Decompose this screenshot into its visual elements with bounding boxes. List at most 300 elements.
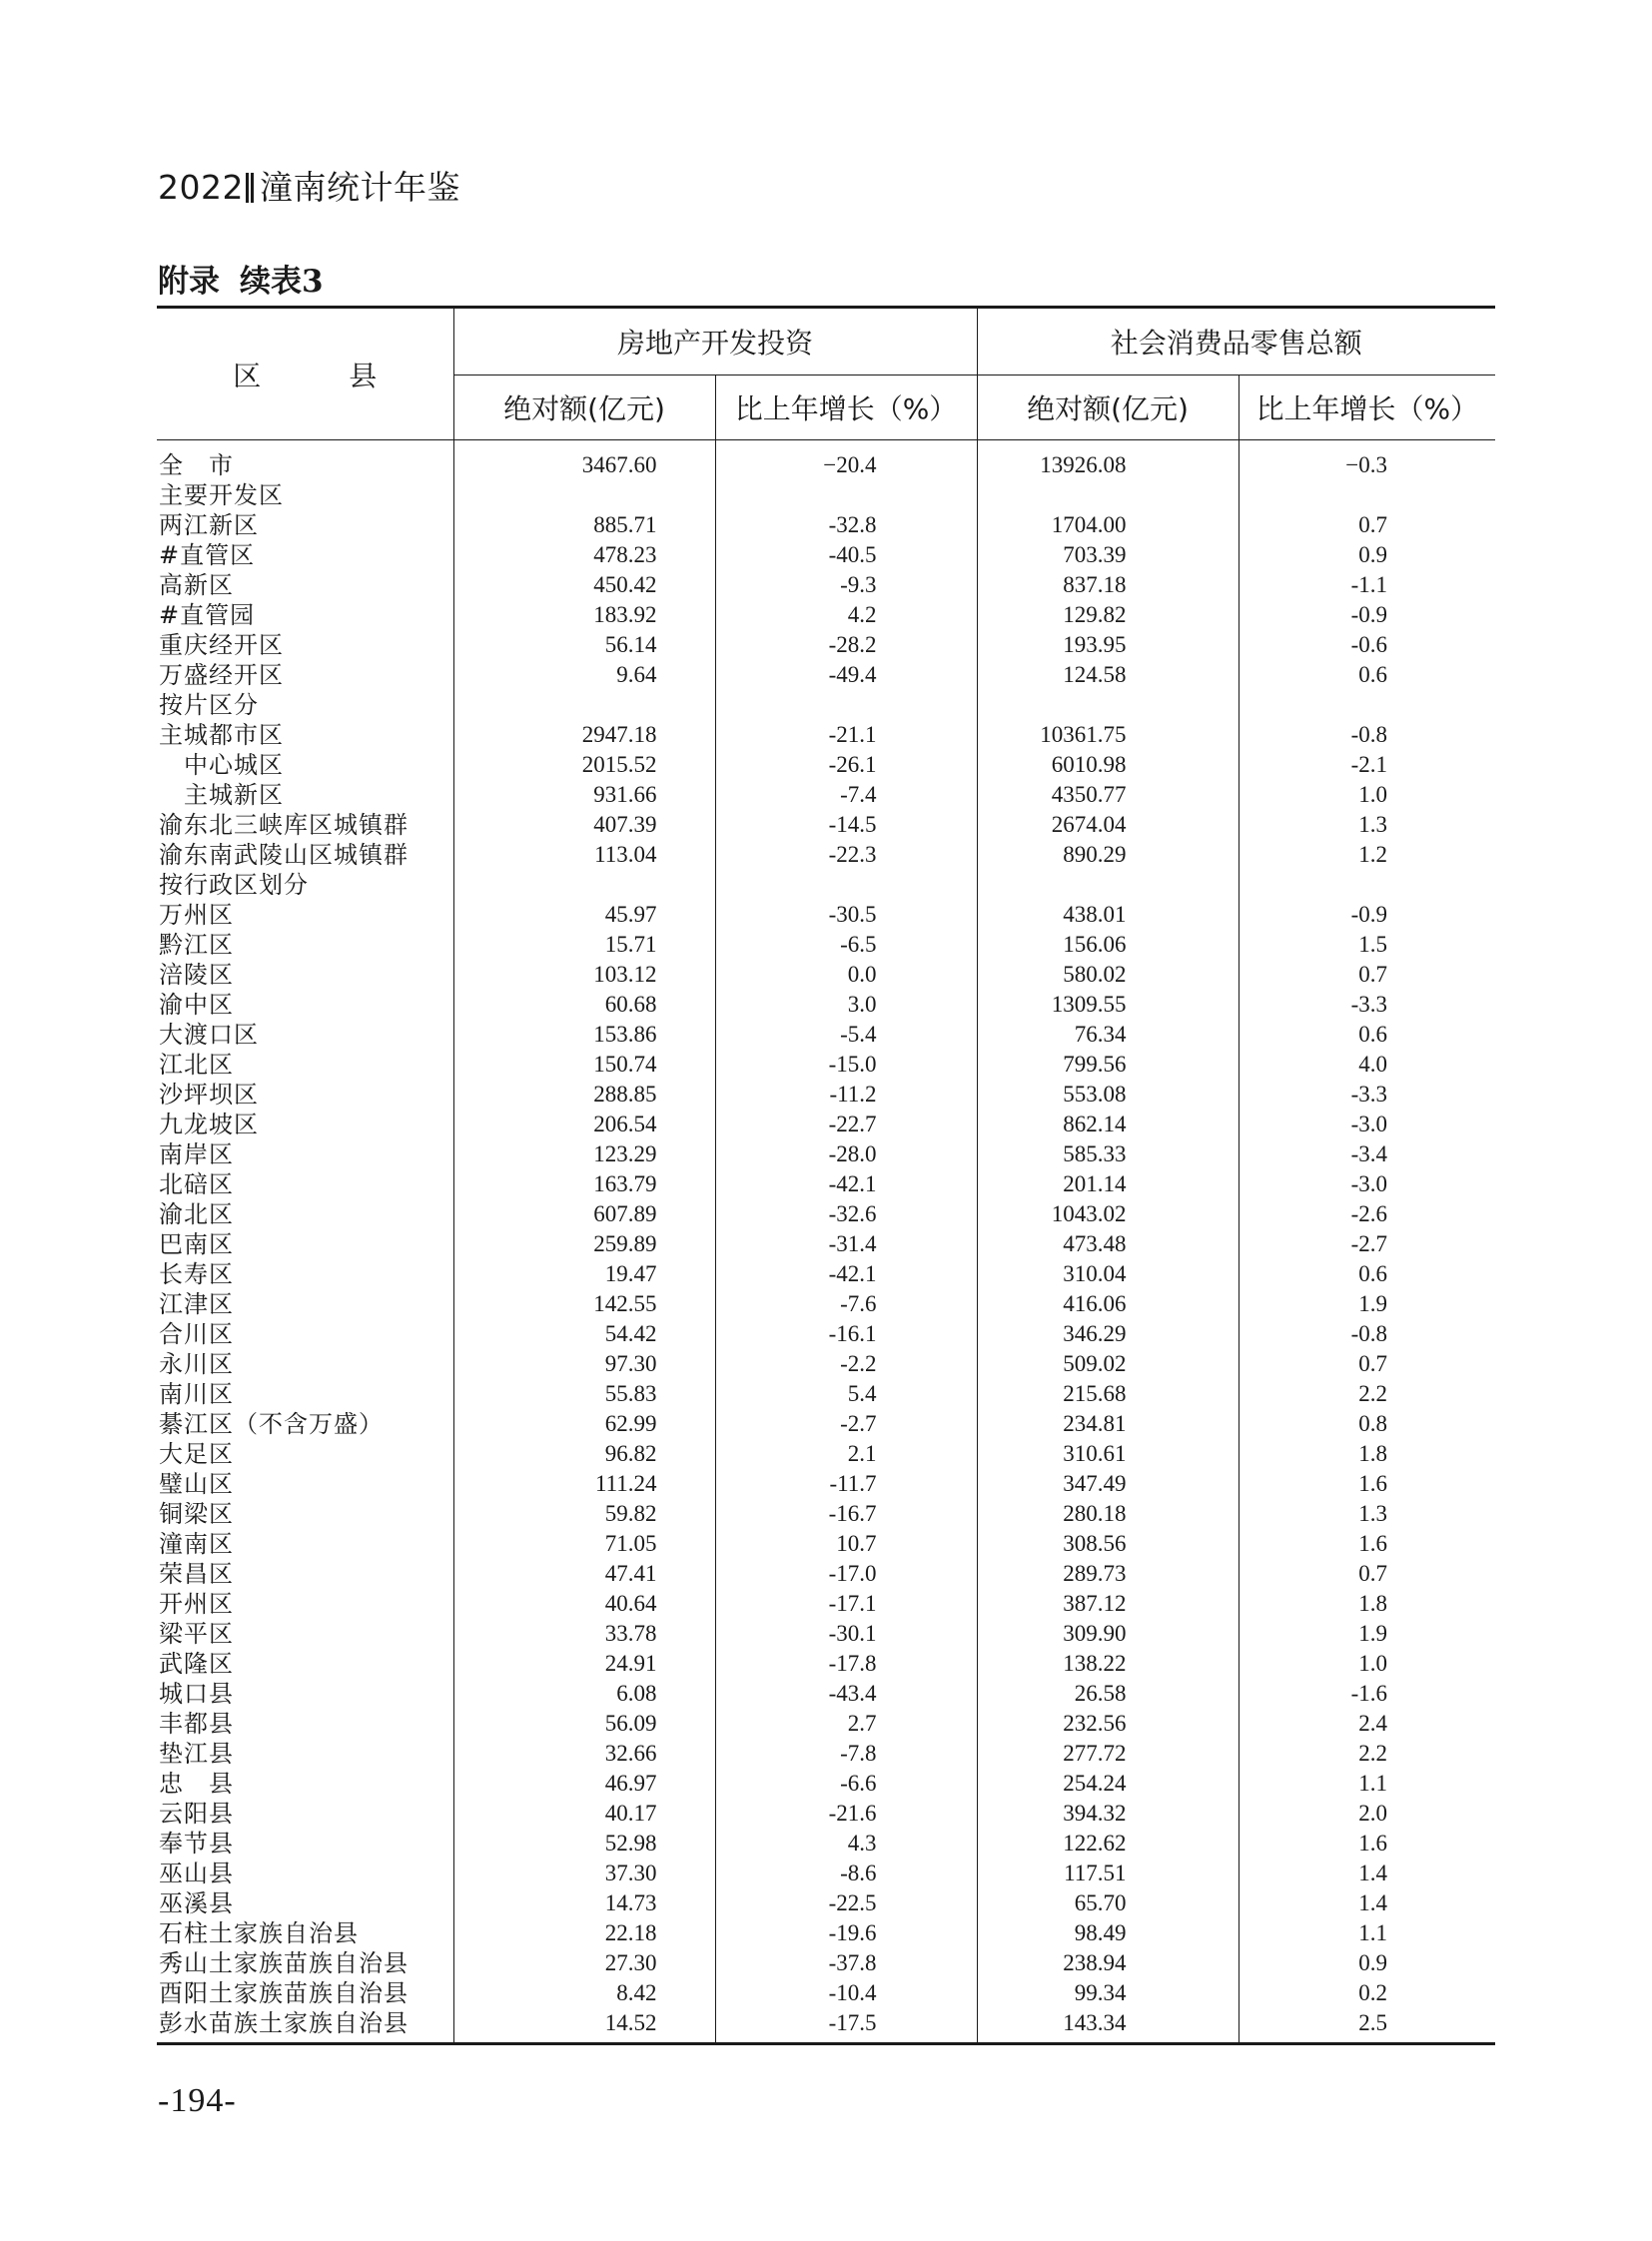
- retail-growth: 0.6: [1239, 1259, 1495, 1289]
- table-row: [157, 1050, 1495, 1080]
- investment-abs: 2947.18: [453, 720, 715, 750]
- retail-abs: 289.73: [977, 1559, 1239, 1589]
- retail-abs: 277.72: [977, 1739, 1239, 1769]
- region-name: 南川区: [159, 1380, 234, 1408]
- retail-growth: 2.2: [1239, 1379, 1495, 1409]
- divider-bar: [251, 173, 254, 203]
- retail-abs: 394.32: [977, 1799, 1239, 1829]
- table-row: [157, 2008, 1495, 2044]
- region-name: 云阳县: [159, 1800, 234, 1828]
- retail-growth: −0.3: [1239, 440, 1495, 481]
- region-name: 中心城区: [159, 751, 284, 779]
- table-row: [157, 810, 1495, 840]
- retail-growth: -0.8: [1239, 720, 1495, 750]
- table-row: [157, 660, 1495, 690]
- region-name: 潼南区: [159, 1530, 234, 1558]
- header-abs-2: 绝对额(亿元): [977, 375, 1239, 440]
- retail-growth: -3.3: [1239, 1080, 1495, 1110]
- retail-abs: 1043.02: [977, 1199, 1239, 1229]
- header-growth-1: 比上年增长（%）: [715, 375, 977, 440]
- retail-abs: 310.61: [977, 1439, 1239, 1469]
- region-name: 主要开发区: [159, 481, 284, 509]
- retail-abs: [977, 480, 1239, 510]
- region-name: 城口县: [159, 1680, 234, 1708]
- retail-abs: 6010.98: [977, 750, 1239, 780]
- investment-growth: -8.6: [715, 1859, 977, 1888]
- table-row: [157, 930, 1495, 960]
- investment-growth: -30.1: [715, 1619, 977, 1649]
- table-row: [157, 1499, 1495, 1529]
- table-row: [157, 480, 1495, 510]
- retail-abs: 138.22: [977, 1649, 1239, 1679]
- region-name: 两江新区: [159, 511, 259, 539]
- retail-abs: 438.01: [977, 900, 1239, 930]
- region-name: #直管区: [159, 541, 256, 569]
- investment-abs: 62.99: [453, 1409, 715, 1439]
- investment-abs: 407.39: [453, 810, 715, 840]
- retail-abs: 580.02: [977, 960, 1239, 990]
- retail-growth: -0.6: [1239, 630, 1495, 660]
- investment-growth: -16.1: [715, 1319, 977, 1349]
- retail-growth: 2.2: [1239, 1739, 1495, 1769]
- investment-abs: 15.71: [453, 930, 715, 960]
- investment-growth: 10.7: [715, 1529, 977, 1559]
- region-name: #直管园: [159, 601, 256, 629]
- retail-growth: -2.7: [1239, 1229, 1495, 1259]
- retail-growth: 1.0: [1239, 1649, 1495, 1679]
- investment-abs: 40.17: [453, 1799, 715, 1829]
- retail-abs: 99.34: [977, 1978, 1239, 2008]
- table-row: [157, 1739, 1495, 1769]
- retail-abs: 585.33: [977, 1139, 1239, 1169]
- region-name: 铜梁区: [159, 1500, 234, 1528]
- investment-growth: -17.0: [715, 1559, 977, 1589]
- investment-growth: [715, 480, 977, 510]
- region-name: 沙坪坝区: [159, 1081, 259, 1109]
- investment-abs: 22.18: [453, 1918, 715, 1948]
- retail-abs: 509.02: [977, 1349, 1239, 1379]
- investment-abs: 19.47: [453, 1259, 715, 1289]
- table-row: [157, 1409, 1495, 1439]
- investment-abs: 8.42: [453, 1978, 715, 2008]
- retail-abs: 346.29: [977, 1319, 1239, 1349]
- investment-growth: -17.5: [715, 2008, 977, 2044]
- investment-abs: 150.74: [453, 1050, 715, 1080]
- region-name: 涪陵区: [159, 961, 234, 989]
- retail-growth: 1.1: [1239, 1918, 1495, 1948]
- investment-abs: 56.14: [453, 630, 715, 660]
- retail-abs: 232.56: [977, 1709, 1239, 1739]
- retail-growth: 1.4: [1239, 1888, 1495, 1918]
- retail-growth: 1.9: [1239, 1289, 1495, 1319]
- investment-growth: -21.6: [715, 1799, 977, 1829]
- retail-growth: 0.7: [1239, 960, 1495, 990]
- running-head-title: 潼南统计年鉴: [259, 168, 460, 207]
- region-name: 巫山县: [159, 1860, 234, 1887]
- region-name: 永川区: [159, 1350, 234, 1378]
- investment-abs: 56.09: [453, 1709, 715, 1739]
- investment-abs: 113.04: [453, 840, 715, 870]
- retail-growth: 0.8: [1239, 1409, 1495, 1439]
- retail-growth: -1.1: [1239, 570, 1495, 600]
- investment-growth: -10.4: [715, 1978, 977, 2008]
- region-name: 忠 县: [159, 1770, 234, 1798]
- investment-abs: 14.52: [453, 2008, 715, 2044]
- investment-growth: -16.7: [715, 1499, 977, 1529]
- table-row: [157, 1439, 1495, 1469]
- region-name: 江北区: [159, 1051, 234, 1079]
- table-row: [157, 1110, 1495, 1139]
- retail-abs: 234.81: [977, 1409, 1239, 1439]
- running-head-year: 2022: [158, 168, 244, 207]
- retail-abs: 238.94: [977, 1948, 1239, 1978]
- investment-growth: -43.4: [715, 1679, 977, 1709]
- retail-growth: [1239, 480, 1495, 510]
- table-row: [157, 1619, 1495, 1649]
- table-row: [157, 1649, 1495, 1679]
- investment-growth: -6.5: [715, 930, 977, 960]
- retail-growth: -0.9: [1239, 600, 1495, 630]
- investment-abs: 6.08: [453, 1679, 715, 1709]
- investment-growth: -7.6: [715, 1289, 977, 1319]
- region-name: 高新区: [159, 571, 234, 599]
- region-name: 万州区: [159, 901, 234, 929]
- table-row: [157, 1229, 1495, 1259]
- retail-abs: 837.18: [977, 570, 1239, 600]
- retail-abs: 10361.75: [977, 720, 1239, 750]
- region-name: 开州区: [159, 1590, 234, 1618]
- retail-growth: 1.2: [1239, 840, 1495, 870]
- investment-growth: -7.4: [715, 780, 977, 810]
- retail-growth: 1.6: [1239, 1829, 1495, 1859]
- retail-abs: 862.14: [977, 1110, 1239, 1139]
- investment-abs: 14.73: [453, 1888, 715, 1918]
- investment-growth: −20.4: [715, 440, 977, 481]
- retail-abs: 553.08: [977, 1080, 1239, 1110]
- header-region: 区 县: [157, 308, 453, 440]
- retail-growth: [1239, 870, 1495, 900]
- table-row: [157, 630, 1495, 660]
- running-head: [158, 162, 460, 209]
- investment-growth: -2.2: [715, 1349, 977, 1379]
- region-name: 万盛经开区: [159, 661, 284, 689]
- investment-growth: 5.4: [715, 1379, 977, 1409]
- retail-growth: 0.7: [1239, 1559, 1495, 1589]
- table-row: [157, 1859, 1495, 1888]
- region-name: 梁平区: [159, 1620, 234, 1648]
- investment-growth: 2.1: [715, 1439, 977, 1469]
- investment-abs: 97.30: [453, 1349, 715, 1379]
- region-name: 主城新区: [159, 781, 284, 809]
- table-row: [157, 780, 1495, 810]
- investment-growth: -7.8: [715, 1739, 977, 1769]
- region-name: 九龙坡区: [159, 1111, 259, 1138]
- investment-growth: -28.2: [715, 630, 977, 660]
- region-name: 武隆区: [159, 1650, 234, 1678]
- retail-abs: 65.70: [977, 1888, 1239, 1918]
- retail-abs: 215.68: [977, 1379, 1239, 1409]
- region-name: 渝东南武陵山区城镇群: [159, 841, 409, 869]
- retail-growth: -3.0: [1239, 1110, 1495, 1139]
- region-name: 巫溪县: [159, 1889, 234, 1917]
- retail-growth: 0.2: [1239, 1978, 1495, 2008]
- investment-abs: 40.64: [453, 1589, 715, 1619]
- investment-growth: -9.3: [715, 570, 977, 600]
- region-name: 秀山土家族苗族自治县: [159, 1949, 409, 1977]
- investment-abs: 288.85: [453, 1080, 715, 1110]
- retail-abs: 309.90: [977, 1619, 1239, 1649]
- region-name: 大足区: [159, 1440, 234, 1468]
- region-name: 彭水苗族土家族自治县: [157, 2008, 453, 2044]
- header-growth-2: 比上年增长（%）: [1239, 375, 1495, 440]
- investment-abs: [453, 480, 715, 510]
- retail-growth: -2.6: [1239, 1199, 1495, 1229]
- region-name: 按行政区划分: [159, 871, 309, 899]
- retail-growth: 2.5: [1239, 2008, 1495, 2044]
- investment-abs: 478.23: [453, 540, 715, 570]
- region-name: 全 市: [159, 451, 234, 479]
- retail-abs: 124.58: [977, 660, 1239, 690]
- retail-growth: 0.9: [1239, 1948, 1495, 1978]
- retail-growth: 1.0: [1239, 780, 1495, 810]
- retail-growth: 1.6: [1239, 1469, 1495, 1499]
- header-retail-sales: 社会消费品零售总额: [977, 308, 1495, 375]
- region-name: 长寿区: [159, 1260, 234, 1288]
- retail-abs: 254.24: [977, 1769, 1239, 1799]
- retail-abs: 1309.55: [977, 990, 1239, 1020]
- region-name: 按片区分: [159, 691, 259, 719]
- investment-abs: 55.83: [453, 1379, 715, 1409]
- retail-abs: 129.82: [977, 600, 1239, 630]
- region-name: 主城都市区: [159, 721, 284, 749]
- table-row: [157, 540, 1495, 570]
- investment-abs: 111.24: [453, 1469, 715, 1499]
- table-row: [157, 990, 1495, 1020]
- retail-growth: 0.9: [1239, 540, 1495, 570]
- statistics-table: [157, 306, 1495, 2045]
- table-row: [157, 960, 1495, 990]
- retail-abs: 1704.00: [977, 510, 1239, 540]
- investment-growth: -26.1: [715, 750, 977, 780]
- page-number: -194-: [158, 2082, 237, 2119]
- investment-abs: 24.91: [453, 1649, 715, 1679]
- retail-growth: 1.5: [1239, 930, 1495, 960]
- investment-growth: -32.8: [715, 510, 977, 540]
- retail-abs: 4350.77: [977, 780, 1239, 810]
- divider-bar: [246, 173, 249, 203]
- investment-abs: 45.97: [453, 900, 715, 930]
- investment-growth: -5.4: [715, 1020, 977, 1050]
- investment-growth: -42.1: [715, 1259, 977, 1289]
- table-row: [157, 750, 1495, 780]
- investment-abs: 259.89: [453, 1229, 715, 1259]
- investment-growth: -21.1: [715, 720, 977, 750]
- investment-abs: 163.79: [453, 1169, 715, 1199]
- investment-growth: -30.5: [715, 900, 977, 930]
- table-row: [157, 1349, 1495, 1379]
- region-name: 合川区: [159, 1320, 234, 1348]
- investment-abs: 153.86: [453, 1020, 715, 1050]
- table-row: [157, 1169, 1495, 1199]
- retail-abs: 76.34: [977, 1020, 1239, 1050]
- table-row: [157, 1559, 1495, 1589]
- retail-abs: 193.95: [977, 630, 1239, 660]
- retail-abs: 13926.08: [977, 440, 1239, 481]
- investment-growth: -37.8: [715, 1948, 977, 1978]
- retail-growth: 0.7: [1239, 1349, 1495, 1379]
- table-row: [157, 900, 1495, 930]
- investment-abs: 71.05: [453, 1529, 715, 1559]
- region-name: 綦江区（不含万盛）: [159, 1410, 384, 1438]
- retail-abs: 201.14: [977, 1169, 1239, 1199]
- table-row: [157, 1888, 1495, 1918]
- retail-abs: [977, 690, 1239, 720]
- investment-growth: 4.2: [715, 600, 977, 630]
- investment-abs: 183.92: [453, 600, 715, 630]
- retail-growth: 1.3: [1239, 810, 1495, 840]
- investment-abs: 32.66: [453, 1739, 715, 1769]
- retail-growth: -0.9: [1239, 900, 1495, 930]
- investment-abs: 931.66: [453, 780, 715, 810]
- retail-growth: [1239, 690, 1495, 720]
- investment-growth: -11.2: [715, 1080, 977, 1110]
- retail-abs: 890.29: [977, 840, 1239, 870]
- table-row: [157, 1589, 1495, 1619]
- table-row: [157, 720, 1495, 750]
- table-row: [157, 1529, 1495, 1559]
- table-row: [157, 1199, 1495, 1229]
- table-row: [157, 1709, 1495, 1739]
- region-name: 渝北区: [159, 1200, 234, 1228]
- table-row: [157, 1319, 1495, 1349]
- retail-abs: 280.18: [977, 1499, 1239, 1529]
- table-row: [157, 840, 1495, 870]
- retail-growth: 2.4: [1239, 1709, 1495, 1739]
- investment-abs: 52.98: [453, 1829, 715, 1859]
- investment-abs: 47.41: [453, 1559, 715, 1589]
- retail-abs: 117.51: [977, 1859, 1239, 1888]
- table-row: [157, 1469, 1495, 1499]
- table-row: [157, 440, 1495, 481]
- retail-abs: 799.56: [977, 1050, 1239, 1080]
- retail-abs: 308.56: [977, 1529, 1239, 1559]
- header-real-estate-investment: 房地产开发投资: [453, 308, 977, 375]
- retail-abs: 310.04: [977, 1259, 1239, 1289]
- table-row: [157, 510, 1495, 540]
- investment-growth: -22.3: [715, 840, 977, 870]
- investment-growth: [715, 690, 977, 720]
- table-body: [157, 440, 1495, 2044]
- investment-abs: 607.89: [453, 1199, 715, 1229]
- retail-growth: 0.6: [1239, 1020, 1495, 1050]
- table-row: [157, 1829, 1495, 1859]
- table-name: 续表3: [240, 264, 324, 300]
- investment-abs: 59.82: [453, 1499, 715, 1529]
- investment-abs: 142.55: [453, 1289, 715, 1319]
- region-name: 黔江区: [159, 931, 234, 959]
- investment-growth: 3.0: [715, 990, 977, 1020]
- investment-abs: 885.71: [453, 510, 715, 540]
- investment-growth: -19.6: [715, 1918, 977, 1948]
- region-name: 酉阳土家族苗族自治县: [159, 1979, 409, 2007]
- investment-abs: 37.30: [453, 1859, 715, 1888]
- retail-abs: 122.62: [977, 1829, 1239, 1859]
- investment-abs: 96.82: [453, 1439, 715, 1469]
- investment-growth: -6.6: [715, 1769, 977, 1799]
- table-row: [157, 1799, 1495, 1829]
- region-name: 南岸区: [159, 1140, 234, 1168]
- retail-growth: -2.1: [1239, 750, 1495, 780]
- table-row: [157, 570, 1495, 600]
- retail-growth: -3.4: [1239, 1139, 1495, 1169]
- investment-abs: 27.30: [453, 1948, 715, 1978]
- table-title: [158, 256, 324, 301]
- header-abs-1: 绝对额(亿元): [453, 375, 715, 440]
- table-row: [157, 1948, 1495, 1978]
- investment-abs: 123.29: [453, 1139, 715, 1169]
- retail-growth: 1.3: [1239, 1499, 1495, 1529]
- table-row: [157, 690, 1495, 720]
- retail-growth: 0.7: [1239, 510, 1495, 540]
- investment-growth: 4.3: [715, 1829, 977, 1859]
- table-row: [157, 1918, 1495, 1948]
- retail-growth: 1.4: [1239, 1859, 1495, 1888]
- region-name: 石柱土家族自治县: [159, 1919, 359, 1947]
- retail-abs: 2674.04: [977, 810, 1239, 840]
- investment-growth: -32.6: [715, 1199, 977, 1229]
- retail-abs: 98.49: [977, 1918, 1239, 1948]
- region-name: 荣昌区: [159, 1560, 234, 1588]
- retail-growth: -3.0: [1239, 1169, 1495, 1199]
- investment-growth: [715, 870, 977, 900]
- retail-abs: 387.12: [977, 1589, 1239, 1619]
- region-name: 渝中区: [159, 991, 234, 1019]
- investment-abs: 450.42: [453, 570, 715, 600]
- retail-growth: -3.3: [1239, 990, 1495, 1020]
- retail-growth: 1.6: [1239, 1529, 1495, 1559]
- retail-abs: 26.58: [977, 1679, 1239, 1709]
- investment-abs: 206.54: [453, 1110, 715, 1139]
- region-name: 垫江县: [159, 1740, 234, 1768]
- investment-growth: -42.1: [715, 1169, 977, 1199]
- retail-growth: 1.9: [1239, 1619, 1495, 1649]
- investment-growth: -40.5: [715, 540, 977, 570]
- investment-abs: 60.68: [453, 990, 715, 1020]
- investment-abs: 33.78: [453, 1619, 715, 1649]
- investment-abs: 46.97: [453, 1769, 715, 1799]
- investment-growth: 2.7: [715, 1709, 977, 1739]
- region-name: 重庆经开区: [159, 631, 284, 659]
- region-name: 丰都县: [159, 1710, 234, 1738]
- retail-abs: 703.39: [977, 540, 1239, 570]
- retail-abs: 347.49: [977, 1469, 1239, 1499]
- table-row: [157, 1080, 1495, 1110]
- investment-abs: [453, 870, 715, 900]
- table-row: [157, 870, 1495, 900]
- table-row: [157, 600, 1495, 630]
- investment-growth: -2.7: [715, 1409, 977, 1439]
- table-row: [157, 1139, 1495, 1169]
- retail-growth: -0.8: [1239, 1319, 1495, 1349]
- investment-growth: 0.0: [715, 960, 977, 990]
- region-name: 北碚区: [159, 1170, 234, 1198]
- table-row: [157, 1679, 1495, 1709]
- investment-growth: -22.7: [715, 1110, 977, 1139]
- investment-growth: -11.7: [715, 1469, 977, 1499]
- investment-growth: -22.5: [715, 1888, 977, 1918]
- retail-growth: 2.0: [1239, 1799, 1495, 1829]
- region-name: 渝东北三峡库区城镇群: [159, 811, 409, 839]
